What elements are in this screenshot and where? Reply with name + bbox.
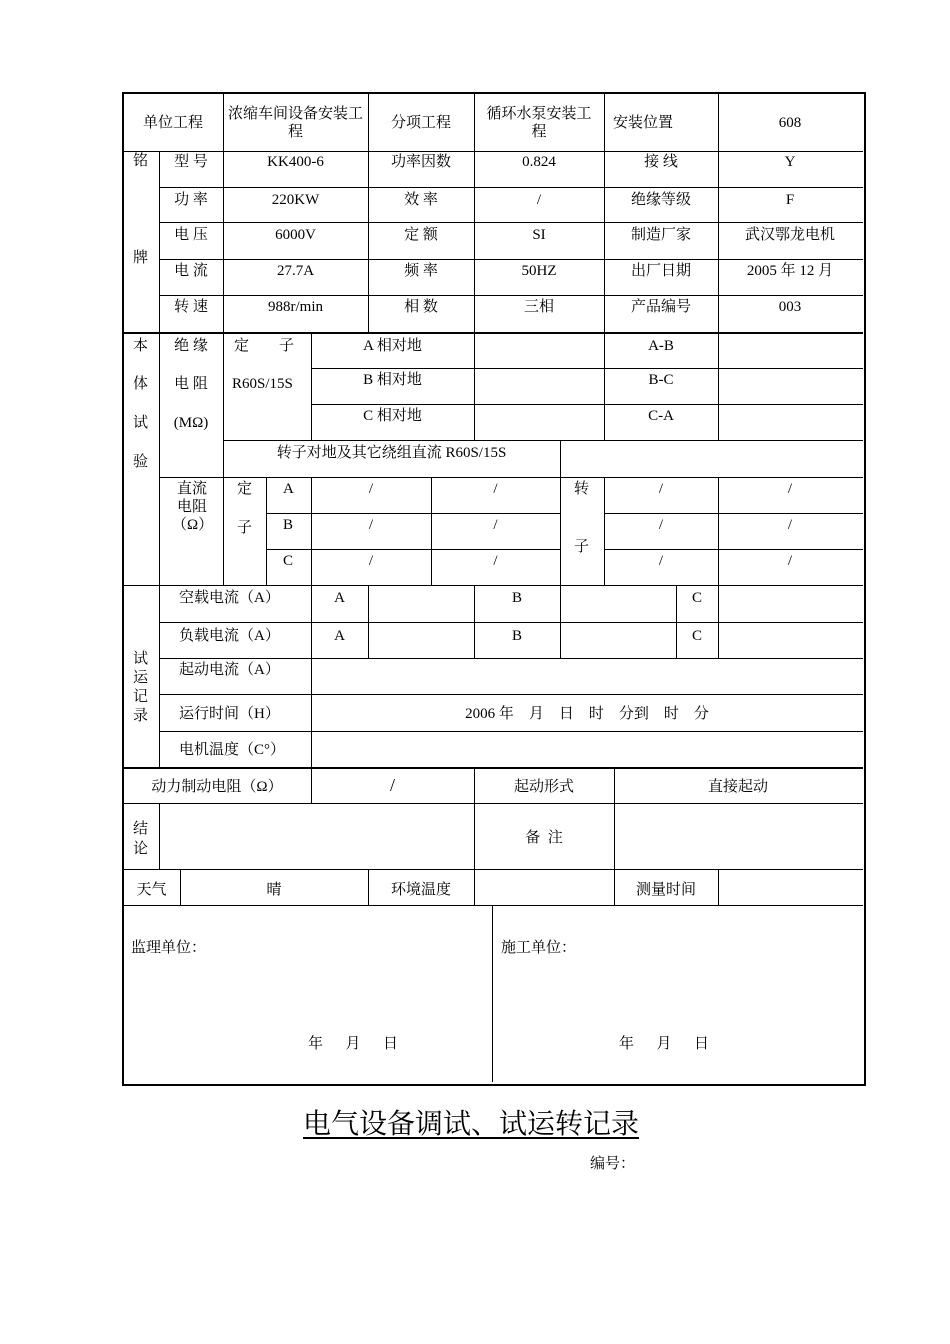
nameplate-value: 003	[778, 299, 802, 315]
run-time-label: 运行时间（H）	[179, 706, 280, 722]
body-test-section-label: 试	[133, 415, 149, 431]
nameplate-label: 出厂日期	[630, 263, 691, 279]
dc-stator-label: 子	[237, 520, 253, 536]
measure-time-label: 测量时间	[635, 882, 696, 898]
dc-value: /	[493, 481, 498, 497]
dc-stator-label: 定	[237, 481, 253, 497]
phase-pair-label: A-B	[648, 338, 674, 354]
dc-value: /	[787, 481, 793, 497]
contractor-label: 施工单位：	[501, 940, 577, 956]
dc-rotor-label: 转	[574, 481, 590, 497]
nameplate-label: 绝缘等级	[630, 192, 691, 208]
contractor-date: 年 月 日	[619, 1036, 710, 1052]
phase-a-label: A	[334, 628, 345, 644]
trial-run-section-label: 试运记录	[133, 651, 149, 724]
nameplate-label: 相 数	[404, 299, 438, 315]
install-location-label: 安装位置	[613, 115, 674, 131]
insulation-unit: (MΩ)	[173, 415, 209, 431]
install-location-value: 608	[778, 115, 802, 131]
weather-value: 晴	[266, 882, 282, 898]
remarks-label: 备 注	[525, 830, 563, 846]
nameplate-value: /	[536, 192, 542, 208]
unit-project-label: 单位工程	[142, 115, 203, 131]
body-test-section-label: 本	[133, 338, 149, 354]
body-test-section-label: 体	[133, 376, 149, 392]
nameplate-section-label: 牌	[133, 250, 149, 266]
nameplate-value: 988r/min	[268, 299, 323, 315]
nameplate-value: 50HZ	[521, 263, 557, 279]
insulation-label: 绝 缘	[174, 338, 208, 354]
nameplate-label: 频 率	[404, 263, 438, 279]
nameplate-label: 转 速	[174, 299, 208, 315]
dc-phase-label: B	[283, 517, 294, 533]
start-current-label: 起动电流（A）	[179, 662, 280, 678]
phase-c-label: C	[691, 590, 702, 606]
nameplate-label: 制造厂家	[630, 227, 691, 243]
weather-label: 天气	[136, 882, 167, 898]
conclusion-label: 结论	[133, 821, 149, 857]
nameplate-value: F	[785, 192, 795, 208]
nameplate-value: 27.7A	[276, 263, 315, 279]
dc-value: /	[658, 553, 664, 569]
run-time-value: 2006 年 月 日 时 分到 时 分	[465, 706, 709, 722]
start-mode-value: 直接起动	[707, 779, 768, 795]
dc-value: /	[368, 553, 374, 569]
nameplate-label: 产品编号	[630, 299, 691, 315]
dc-value: /	[787, 553, 793, 569]
env-temp-label: 环境温度	[390, 882, 451, 898]
nameplate-label: 定 额	[404, 227, 438, 243]
nameplate-value: 0.824	[522, 154, 556, 170]
phase-a-label: A	[334, 590, 345, 606]
dc-value: /	[493, 517, 498, 533]
phase-ground-label: C 相对地	[363, 408, 422, 424]
phase-c-label: C	[691, 628, 702, 644]
dc-phase-label: A	[283, 481, 294, 497]
dc-rotor-label: 子	[574, 539, 590, 555]
rotor-ground-label: 转子对地及其它绕组直流 R60S/15S	[276, 445, 507, 461]
stator-spec: R60S/15S	[232, 376, 293, 392]
phase-b-label: B	[511, 590, 522, 606]
nameplate-value: SI	[532, 227, 546, 243]
phase-ground-label: A 相对地	[363, 338, 422, 354]
nameplate-section-label: 铭	[133, 153, 149, 169]
nameplate-label: 电 流	[174, 263, 208, 279]
body-test-section-label: 验	[133, 454, 149, 470]
nameplate-value: 三相	[523, 299, 554, 315]
nameplate-label: 功 率	[174, 192, 208, 208]
nameplate-value: KK400-6	[267, 154, 324, 170]
nameplate-value: 220KW	[271, 192, 320, 208]
nameplate-value: 武汉鄂龙电机	[744, 227, 835, 243]
dc-value: /	[658, 481, 664, 497]
sub-project-label: 分项工程	[390, 115, 451, 131]
nameplate-label: 功率因数	[390, 154, 451, 170]
dc-value: /	[368, 517, 374, 533]
sub-project-value: 循环水泵安装工程	[486, 106, 592, 140]
phase-pair-label: B-C	[648, 372, 674, 388]
dc-value: /	[368, 481, 374, 497]
motor-temp-label: 电机温度（C°）	[179, 742, 286, 758]
dc-value: /	[493, 553, 498, 569]
dc-value: /	[658, 517, 664, 533]
nameplate-value: Y	[784, 154, 796, 170]
no-load-current-label: 空载电流（A）	[179, 590, 280, 606]
insulation-label: 电 阻	[174, 376, 208, 392]
start-mode-label: 起动形式	[513, 779, 574, 795]
form-number-label: 编号：	[590, 1156, 636, 1172]
braking-resistance-value: /	[389, 775, 395, 795]
phase-pair-label: C-A	[648, 408, 674, 424]
nameplate-label: 型 号	[174, 154, 208, 170]
nameplate-label: 接 线	[644, 154, 678, 170]
nameplate-value: 2005 年 12 月	[746, 263, 834, 279]
form-title: 电气设备调试、试运转记录	[303, 1109, 640, 1140]
load-current-label: 负载电流（A）	[179, 628, 280, 644]
phase-b-label: B	[511, 628, 522, 644]
phase-ground-label: B 相对地	[363, 372, 422, 388]
stator-label: 定 子	[234, 338, 295, 354]
supervisor-date: 年 月 日	[308, 1036, 399, 1052]
dc-resistance-label: 直流电阻（Ω）	[172, 481, 214, 533]
dc-phase-label: C	[283, 553, 294, 569]
nameplate-label: 电 压	[174, 227, 208, 243]
braking-resistance-label: 动力制动电阻（Ω）	[151, 779, 283, 795]
nameplate-value: 6000V	[275, 227, 316, 243]
unit-project-value: 浓缩车间设备安装工程	[228, 106, 364, 140]
dc-value: /	[787, 517, 793, 533]
nameplate-label: 效 率	[404, 192, 438, 208]
supervisor-label: 监理单位：	[131, 940, 207, 956]
